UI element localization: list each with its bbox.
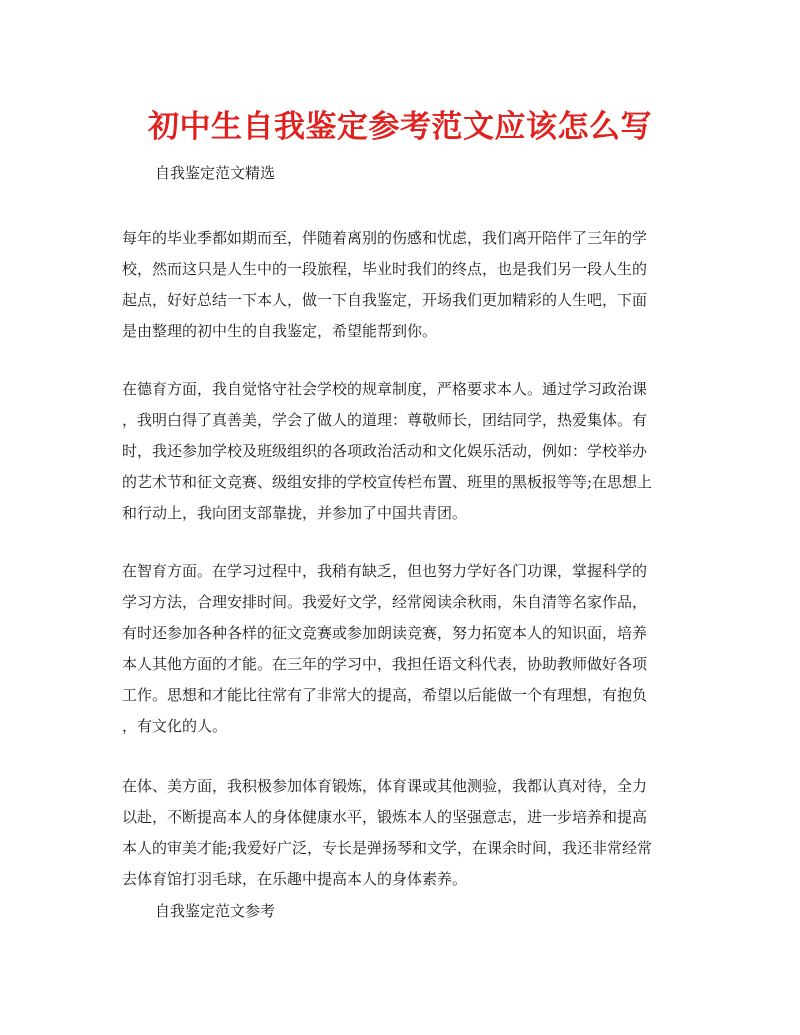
text-line: 每年的毕业季都如期而至，伴随着离别的伤感和忧虑，我们离开陪伴了三年的学 [122,229,648,247]
text-line: ，有文化的人。 [122,717,228,735]
text-line: 以赴，不断提高本人的身体健康水平，锻炼本人的坚强意志，进一步培养和提高 [122,808,648,826]
text-line: 工作。思想和才能比往常有了非常大的提高，希望以后能做一个有理想，有抱负 [122,686,648,704]
text-line: 本人的审美才能;我爱好广泛，专长是弹扬琴和文学，在课余时间，我还非常经常 [122,839,653,857]
text-line: 时，我还参加学校及班级组织的各项政治活动和文化娱乐活动，例如：学校举办 [122,442,648,460]
text-line: 和行动上，我向团支部靠拢，并参加了中国共青团。 [122,504,468,522]
paragraph-intellectual-education [122,556,684,742]
text-line: 去体育馆打羽毛球，在乐趣中提高本人的身体素养。 [122,870,468,888]
text-line: 在智育方面。在学习过程中，我稍有缺乏，但也努力学好各门功课，掌握科学的 [122,562,648,580]
text-line: 学习方法，合理安排时间。我爱好文学，经常阅读余秋雨，朱自清等名家作品， [122,593,648,611]
section-heading-selected-samples: 自我鉴定范文精选 [155,164,276,182]
paragraph-intro [122,223,684,347]
paragraph-physical-aesthetic-education [122,771,684,895]
text-line: 有时还参加各种各样的征文竞赛或参加朗读竞赛，努力拓宽本人的知识面，培养 [122,624,648,642]
section-heading-reference-samples: 自我鉴定范文参考 [155,902,276,920]
document-title: 初中生自我鉴定参考范文应该怎么写 [148,109,652,145]
paragraph-moral-education [122,374,684,529]
text-line: 是由整理的初中生的自我鉴定，希望能帮到你。 [122,322,438,340]
text-line: ，我明白得了真善美，学会了做人的道理：尊敬师长，团结同学，热爱集体。有 [122,411,648,429]
text-line: 本人其他方面的才能。在三年的学习中，我担任语文科代表，协助教师做好各项 [122,655,648,673]
text-line: 在体、美方面，我积极参加体育锻炼，体育课或其他测验，我都认真对待，全力 [122,777,648,795]
text-line: 在德育方面，我自觉恪守社会学校的规章制度，严格要求本人。通过学习政治课 [122,380,648,398]
text-line: 的艺术节和征文竞赛、级组安排的学校宣传栏布置、班里的黑板报等等;在思想上 [122,473,653,491]
text-line: 校，然而这只是人生中的一段旅程，毕业时我们的终点，也是我们另一段人生的 [122,260,648,278]
text-line: 起点，好好总结一下本人，做一下自我鉴定，开场我们更加精彩的人生吧，下面 [122,291,648,309]
